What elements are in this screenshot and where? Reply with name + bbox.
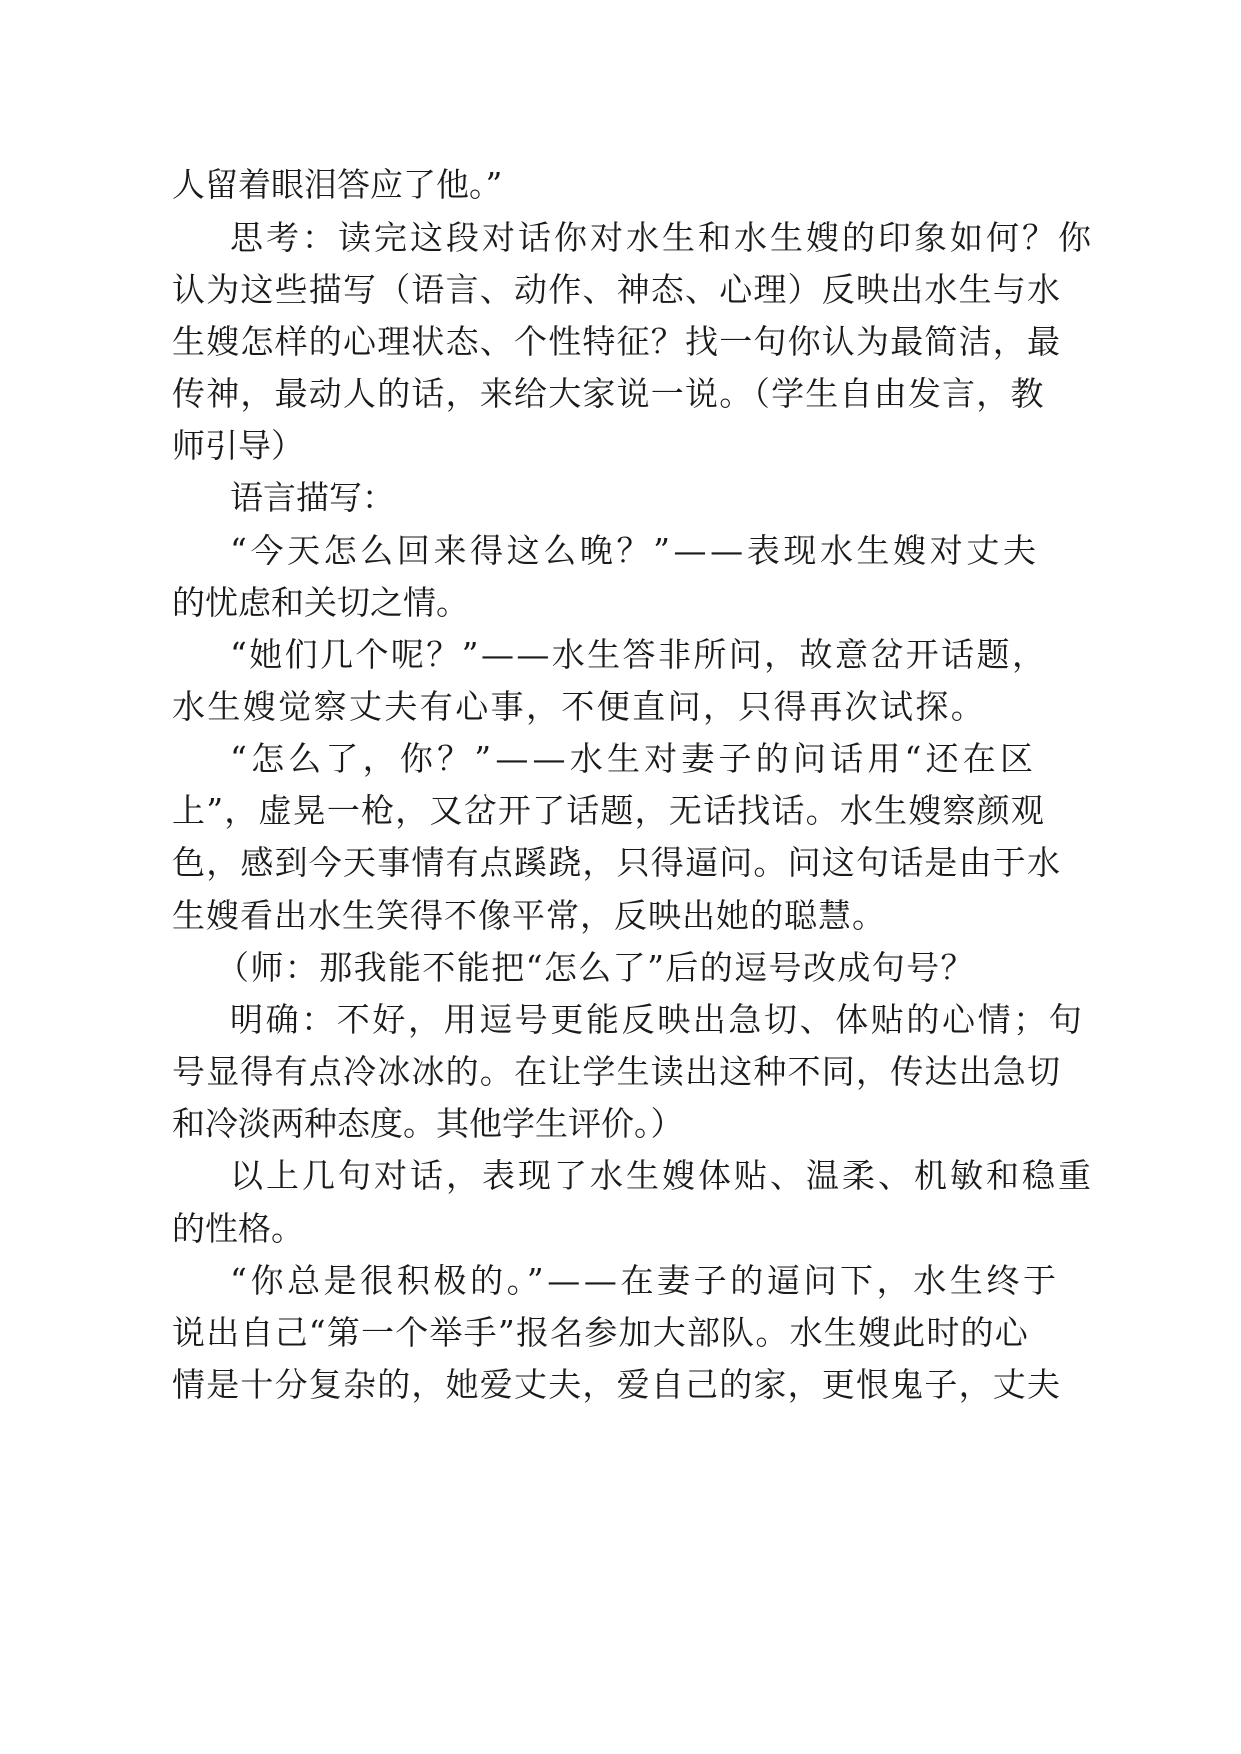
text-line-6: 师引导） bbox=[172, 426, 304, 465]
text-line-4: 生嫂怎样的心理状态、个性特征？找一句你认为最简洁，最 bbox=[172, 322, 1062, 361]
text-line-9: 的忧虑和关切之情。 bbox=[172, 583, 469, 622]
text-line-16: （师：那我能不能把“怎么了”后的逗号改成句号？ bbox=[216, 948, 975, 987]
text-line-1: 人留着眼泪答应了他。” bbox=[172, 165, 503, 204]
text-line-14: 色，感到今天事情有点蹊跷，只得逼问。问这句话是由于水 bbox=[172, 843, 1062, 882]
text-line-7: 语言描写： bbox=[230, 478, 395, 517]
text-line-12: “怎么了，你？”——水生对妻子的问话用“还在区 bbox=[230, 739, 1038, 778]
text-line-8: “今天怎么回来得这么晚？”——表现水生嫂对丈夫 bbox=[230, 531, 1040, 570]
text-line-13: 上”，虚晃一枪，又岔开了话题，无话找话。水生嫂察颜观 bbox=[172, 791, 1046, 830]
text-line-18: 号显得有点冷冰冰的。在让学生读出这种不同，传达出急切 bbox=[172, 1052, 1062, 1091]
text-line-2: 思考：读完这段对话你对水生和水生嫂的印象如何？你 bbox=[230, 218, 1094, 257]
text-line-22: “你总是很积极的。”——在妻子的逼问下，水生终于 bbox=[230, 1261, 1060, 1300]
text-line-21: 的性格。 bbox=[172, 1209, 304, 1248]
text-line-11: 水生嫂觉察丈夫有心事，不便直问，只得再次试探。 bbox=[172, 687, 987, 726]
text-line-19: 和冷淡两种态度。其他学生评价。） bbox=[172, 1104, 684, 1143]
text-line-5: 传神，最动人的话，来给大家说一说。（学生自由发言，教 bbox=[172, 374, 1045, 413]
text-line-10: “她们几个呢？”——水生答非所问，故意岔开话题， bbox=[230, 635, 1048, 674]
text-line-15: 生嫂看出水生笑得不像平常，反映出她的聪慧。 bbox=[172, 896, 886, 935]
text-line-24: 情是十分复杂的，她爱丈夫，爱自己的家，更恨鬼子，丈夫 bbox=[172, 1365, 1062, 1404]
text-line-23: 说出自己“第一个举手”报名参加大部队。水生嫂此时的心 bbox=[172, 1313, 1029, 1352]
text-line-17: 明确：不好，用逗号更能反映出急切、体贴的心情；句 bbox=[230, 1000, 1085, 1039]
text-line-20: 以上几句对话，表现了水生嫂体贴、温柔、机敏和稳重 bbox=[230, 1156, 1094, 1195]
text-line-3: 认为这些描写（语言、动作、神态、心理）反映出水生与水 bbox=[172, 270, 1062, 309]
